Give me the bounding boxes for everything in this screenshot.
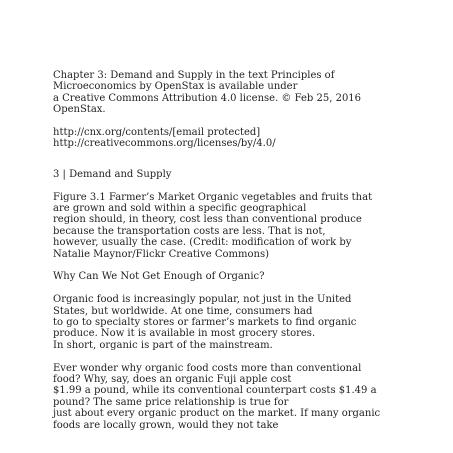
caption-line: however, usually the case. (Credit: modification of work by [53,237,352,249]
paragraph-line: produce. Now it is available in most grocery stores. [53,328,316,340]
section-heading-text: Why Can We Not Get Enough of Organic? [53,271,265,283]
link-block [53,127,433,150]
figure-caption [53,192,433,260]
paragraph-line: In short, organic is part of the mainstream. [53,339,273,351]
caption-line: Natalie Maynor/Flickr Creative Commons) [53,248,270,260]
content-link[interactable]: http://cnx.org/contents/[email protected] [53,127,261,139]
body-paragraph-2 [53,363,433,431]
caption-line: region should, in theory, cost less than conventional produce [53,214,362,226]
paragraph-line: foods are locally grown, would they not take [53,419,279,431]
attribution-line: Chapter 3: Demand and Supply in the text Principles of [53,70,335,81]
paragraph-line: food? Why, say, does an organic Fuji apple cost [53,374,292,386]
license-link[interactable]: http://creativecommons.org/licenses/by/4.0/ [53,138,276,150]
paragraph-line: States, but worldwide. At one time, consumers had [53,305,313,317]
attribution-block [53,70,433,116]
caption-line: Figure 3.1 Farmer’s Market Organic vegetables and fruits that [53,191,373,203]
paragraph-line: just about every organic product on the market. If many organic [53,408,381,420]
attribution-line: Microeconomics by OpenStax is available under [53,81,298,93]
paragraph-line: Ever wonder why organic food costs more than conventional [53,362,362,374]
attribution-line: OpenStax. [53,104,106,116]
section-heading [53,271,433,282]
caption-line: are grown and sold within a specific geographical [53,203,307,215]
caption-line: because the transportation costs are less. That is not, [53,225,326,237]
chapter-heading-text: 3 | Demand and Supply [53,168,172,180]
paragraph-line: pound? The same price relationship is true for [53,396,289,408]
chapter-heading [53,169,433,180]
paragraph-line: Organic food is increasingly popular, not just in the United [53,294,352,306]
paragraph-line: to go to specialty stores or farmer’s markets to find organic [53,317,357,329]
body-paragraph-1 [53,294,433,351]
paragraph-line: $1.99 a pound, while its conventional counterpart costs $1.49 a [53,385,377,397]
attribution-line: a Creative Commons Attribution 4.0 license. © Feb 25, 2016 [53,92,362,104]
